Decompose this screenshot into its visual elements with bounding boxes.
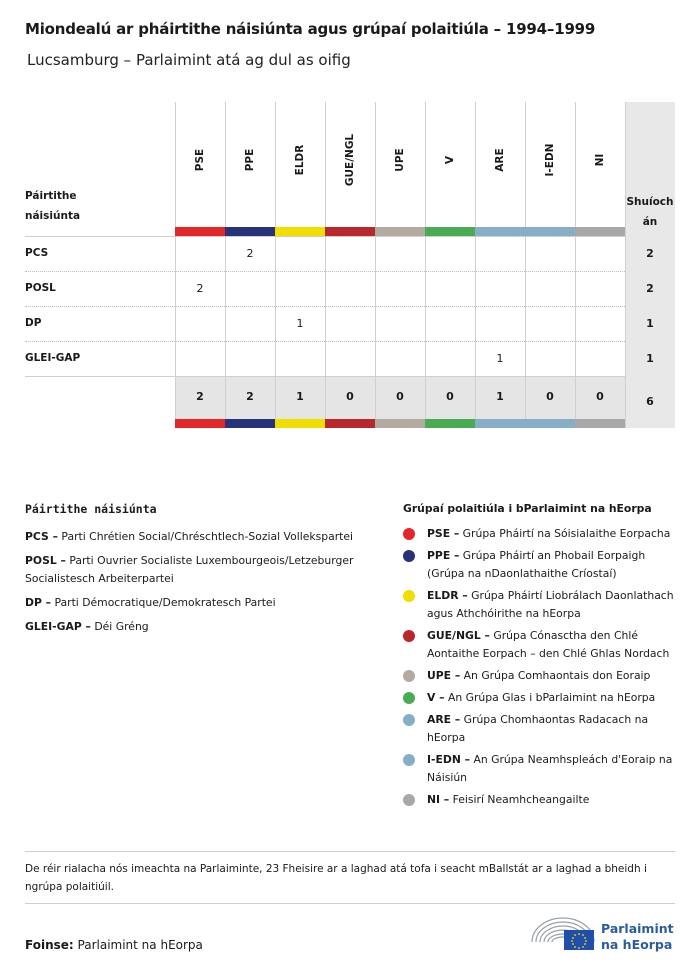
body-rule [25,376,625,377]
group-name: Grúpa Chomhaontas Radacach na hEorpa [427,713,649,744]
group-color-bar [375,419,425,428]
group-color-bar [225,419,275,428]
national-legend-heading: Páirtithe náisiúnta [25,502,157,516]
group-color-dot-icon [403,550,415,562]
source-line [25,938,203,952]
group-total-cell: 0 [546,390,554,403]
group-color-dot-icon [403,692,415,704]
group-color-dot-icon [403,794,415,806]
group-color-bar [325,227,375,236]
group-header-label: GUE/NGL [344,133,356,187]
party-row-label: GLEI-GAP [25,352,81,364]
national-legend-item [25,528,370,546]
seat-count-cell: 1 [296,317,304,330]
group-color-bar [275,227,325,236]
group-color-bar [325,419,375,428]
hemicycle-icon [530,912,596,952]
party-row-label: POSL [25,282,56,294]
group-color-bar [225,227,275,236]
row-header-line1: Páirtithe [25,190,77,202]
group-abbr: UPE – [427,669,461,682]
group-color-dot-icon [403,670,415,682]
seat-count-cell: 1 [496,352,504,365]
groups-legend-list [403,525,678,809]
national-party-abbr: PCS – [25,530,58,543]
row-rule [25,271,625,272]
group-color-bar [475,227,525,236]
group-abbr: ARE – [427,713,461,726]
group-total-cell: 0 [346,390,354,403]
group-header-label: NI [594,153,606,167]
footnote: De réir rialacha nós imeachta na Parlaiminte, 23 Fheisire ar a laghad atá tofa i seacht mBallstát ar a laghad a bheidh i ngrúpa polaitiúil. [25,863,647,893]
national-party-abbr: POSL – [25,554,66,567]
row-total-seats: 2 [646,247,654,260]
seats-column-background [625,102,675,428]
group-header-7 [525,102,575,226]
group-header-label: I-EDN [544,143,556,177]
page-title: Miondealú ar pháirtithe náisiúnta agus grúpaí polaitiúla – 1994–1999 [25,20,596,38]
group-total-cell: 2 [246,390,254,403]
row-header [25,186,135,226]
logo-line1: Parlaimint [601,921,674,936]
groups-legend-heading: Grúpaí polaitiúla i bParlaimint na hEorpa [403,502,652,515]
group-color-dot-icon [403,630,415,642]
group-color-bar [575,227,625,236]
group-color-bar [425,227,475,236]
party-row-label: PCS [25,247,49,259]
seats-header-line1: Shuíoch [626,196,674,208]
group-abbr: PPE – [427,549,460,562]
group-color-dot-icon [403,714,415,726]
source-label: Foinse: [25,938,74,952]
group-header-1 [225,102,275,226]
group-header-3 [325,102,375,226]
group-color-bar [275,419,325,428]
national-party-name: Parti Chrétien Social/Chréschtlech-Sozial Vollekspartei [61,530,354,543]
group-name: An Grúpa Comhaontais don Eoraip [463,669,651,682]
group-abbr: I-EDN – [427,753,471,766]
group-color-bar [175,227,225,236]
header-rule [25,236,625,237]
group-name: Grúpa Pháirtí an Phobail Eorpaigh (Grúpa na nDaonlathaithe Críostaí) [427,549,646,580]
group-total-cell: 0 [396,390,404,403]
group-name: Grúpa Cónasctha den Chlé Aontaithe Eorpach – den Chlé Ghlas Nordach [427,629,670,660]
logo-text [601,921,674,953]
national-party-name: Parti Démocratique/Demokratesch Partei [54,596,276,609]
group-color-bar [375,227,425,236]
party-row-label: DP [25,317,42,329]
group-header-0 [175,102,225,226]
european-parliament-logo [530,912,680,958]
political-groups-legend [403,502,678,813]
group-legend-item [403,547,678,583]
seats-header [625,192,675,232]
row-header-line2: náisiúnta [25,210,81,222]
group-total-cell: 1 [296,390,304,403]
group-legend-item [403,751,678,787]
eu-flag-icon [564,930,594,950]
divider [25,903,675,904]
group-total-cell: 0 [446,390,454,403]
group-abbr: PSE – [427,527,460,540]
group-header-label: UPE [394,148,406,172]
group-header-label: ARE [494,148,506,172]
group-legend-item [403,627,678,663]
seat-distribution-table [25,102,675,428]
source-value: Parlaimint na hEorpa [77,938,203,952]
group-name: An Grúpa Glas i bParlaimint na hEorpa [447,691,656,704]
group-name: Feisirí Neamhcheangailte [452,793,590,806]
group-header-label: ELDR [294,144,306,176]
group-total-cell: 2 [196,390,204,403]
group-header-label: PPE [244,148,256,172]
national-party-name: Déi Gréng [94,620,149,633]
group-color-dot-icon [403,590,415,602]
grand-total-seats: 6 [646,395,654,408]
group-header-8 [575,102,625,226]
group-color-bar [475,419,525,428]
group-color-dot-icon [403,754,415,766]
group-color-bar [175,419,225,428]
group-abbr: V – [427,691,445,704]
group-abbr: GUE/NGL – [427,629,490,642]
national-legend-item [25,618,370,636]
seat-count-cell: 2 [246,247,254,260]
group-header-5 [425,102,475,226]
logo-line2: na hEorpa [601,937,673,952]
group-name: Grúpa Pháirtí Liobrálach Daonlathach agus Athchóirithe na hEorpa [427,589,674,620]
group-abbr: ELDR – [427,589,468,602]
seat-count-cell: 2 [196,282,204,295]
group-legend-item [403,587,678,623]
row-total-seats: 2 [646,282,654,295]
national-party-abbr: DP – [25,596,52,609]
group-legend-item [403,711,678,747]
row-rule [25,306,625,307]
group-color-bar [575,419,625,428]
group-color-dot-icon [403,528,415,540]
row-total-seats: 1 [646,317,654,330]
group-legend-item [403,689,678,707]
group-abbr: NI – [427,793,450,806]
group-name: Grúpa Pháirtí na Sóisialaithe Eorpacha [462,527,671,540]
seats-header-line2: án [642,216,658,228]
national-legend-item [25,594,370,612]
group-legend-item [403,525,678,543]
row-total-seats: 1 [646,352,654,365]
national-party-abbr: GLEI-GAP – [25,620,91,633]
group-total-cell: 1 [496,390,504,403]
group-legend-item [403,791,678,809]
national-legend-list [25,528,370,636]
divider [25,851,675,852]
group-color-bar [525,227,575,236]
national-parties-legend [25,502,370,642]
column-divider [625,102,626,428]
group-header-label: PSE [194,148,206,172]
group-header-label: V [444,155,456,165]
group-legend-item [403,667,678,685]
group-header-6 [475,102,525,226]
group-total-cell: 0 [596,390,604,403]
row-rule [25,341,625,342]
group-header-2 [275,102,325,226]
national-party-name: Parti Ouvrier Socialiste Luxembourgeois/Letzeburger Socialistesch Arbeiterpartei [25,554,354,585]
group-header-4 [375,102,425,226]
group-color-bar [525,419,575,428]
group-color-bar [425,419,475,428]
group-name: An Grúpa Neamhspleách d'Eoraip na Náisiún [427,753,673,784]
page-subtitle: Lucsamburg – Parlaimint atá ag dul as oifig [27,51,351,69]
national-legend-item [25,552,370,588]
